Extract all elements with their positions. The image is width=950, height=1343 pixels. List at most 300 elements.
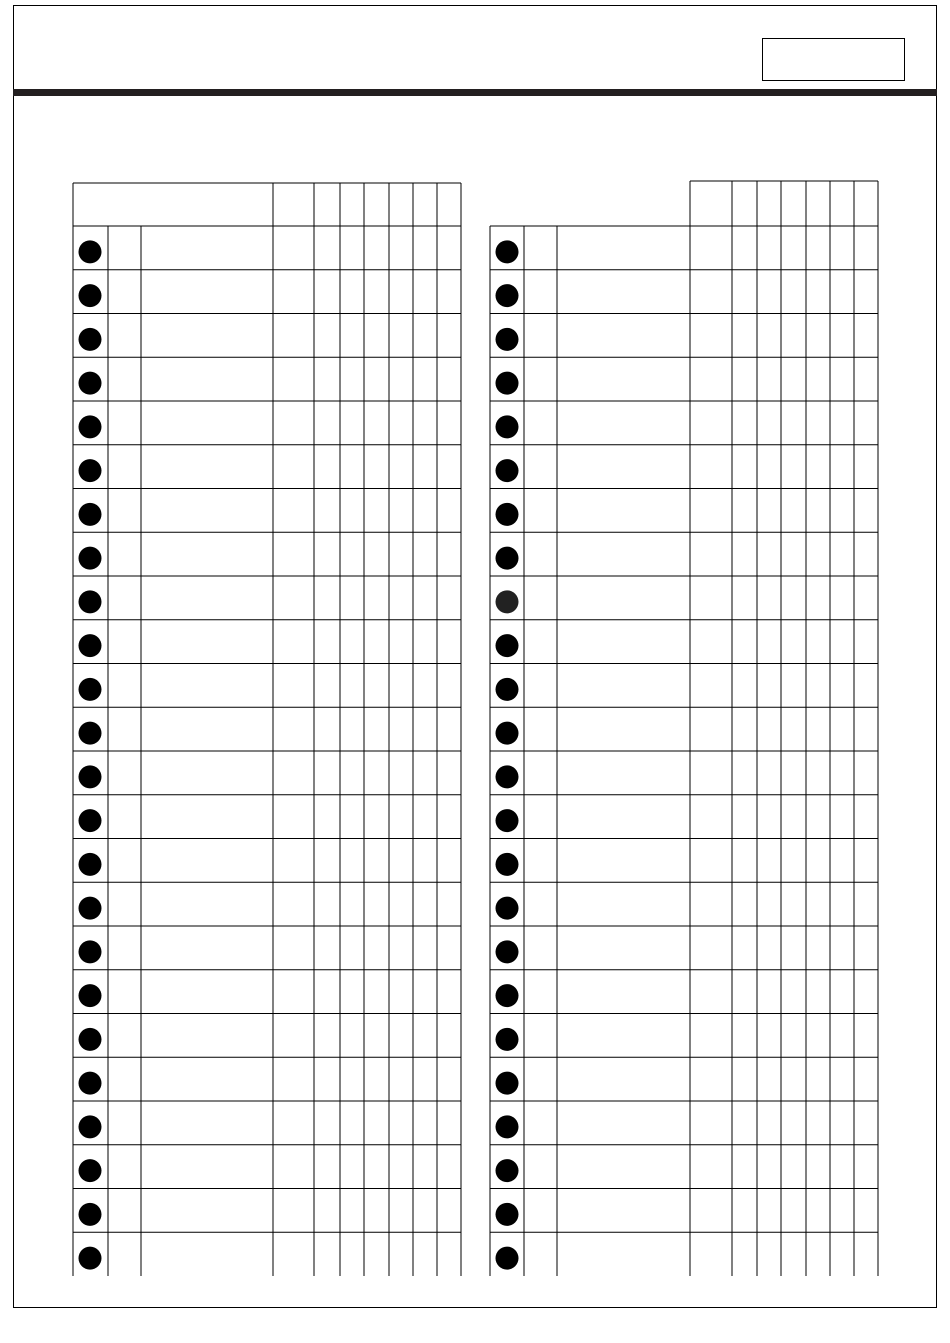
right-answer-cell[interactable] bbox=[757, 270, 781, 314]
left-answer-cell[interactable] bbox=[273, 707, 314, 751]
left-answer-cell[interactable] bbox=[389, 664, 413, 708]
left-answer-cell[interactable] bbox=[364, 489, 389, 533]
left-answer-cell[interactable] bbox=[314, 401, 340, 445]
right-answer-cell[interactable] bbox=[757, 1057, 781, 1101]
left-answer-cell[interactable] bbox=[389, 1189, 413, 1233]
left-answer-cell[interactable] bbox=[364, 1145, 389, 1189]
right-answer-cell[interactable] bbox=[757, 926, 781, 970]
left-answer-cell[interactable] bbox=[273, 882, 314, 926]
right-answer-cell[interactable] bbox=[690, 970, 732, 1014]
left-answer-cell[interactable] bbox=[413, 357, 437, 401]
left-answer-cell[interactable] bbox=[389, 401, 413, 445]
left-answer-cell[interactable] bbox=[314, 576, 340, 620]
left-answer-cell[interactable] bbox=[413, 1014, 437, 1058]
right-answer-cell[interactable] bbox=[757, 839, 781, 883]
left-answer-cell[interactable] bbox=[437, 1101, 461, 1145]
left-answer-cell[interactable] bbox=[340, 445, 364, 489]
left-answer-cell[interactable] bbox=[413, 1232, 437, 1276]
right-answer-cell[interactable] bbox=[781, 839, 806, 883]
left-answer-cell[interactable] bbox=[389, 795, 413, 839]
right-answer-cell[interactable] bbox=[830, 270, 854, 314]
left-answer-cell[interactable] bbox=[413, 270, 437, 314]
right-answer-cell[interactable] bbox=[854, 1232, 878, 1276]
left-answer-cell[interactable] bbox=[314, 489, 340, 533]
left-answer-cell[interactable] bbox=[340, 707, 364, 751]
left-answer-cell[interactable] bbox=[314, 270, 340, 314]
right-answer-cell[interactable] bbox=[854, 795, 878, 839]
right-answer-cell[interactable] bbox=[732, 401, 757, 445]
right-answer-cell[interactable] bbox=[806, 1014, 830, 1058]
left-answer-cell[interactable] bbox=[437, 1189, 461, 1233]
right-answer-cell[interactable] bbox=[781, 1232, 806, 1276]
left-answer-cell[interactable] bbox=[364, 970, 389, 1014]
left-answer-cell[interactable] bbox=[437, 1232, 461, 1276]
left-answer-cell[interactable] bbox=[413, 664, 437, 708]
right-answer-cell[interactable] bbox=[830, 1101, 854, 1145]
right-answer-cell[interactable] bbox=[781, 795, 806, 839]
right-answer-cell[interactable] bbox=[830, 445, 854, 489]
left-answer-cell[interactable] bbox=[364, 532, 389, 576]
right-answer-cell[interactable] bbox=[781, 1057, 806, 1101]
left-answer-cell[interactable] bbox=[389, 707, 413, 751]
right-answer-cell[interactable] bbox=[690, 401, 732, 445]
right-answer-cell[interactable] bbox=[806, 314, 830, 358]
right-answer-cell[interactable] bbox=[806, 489, 830, 533]
right-answer-cell[interactable] bbox=[830, 882, 854, 926]
left-answer-cell[interactable] bbox=[273, 839, 314, 883]
right-answer-cell[interactable] bbox=[781, 1189, 806, 1233]
right-answer-cell[interactable] bbox=[690, 1145, 732, 1189]
left-answer-cell[interactable] bbox=[389, 1145, 413, 1189]
right-answer-cell[interactable] bbox=[781, 1145, 806, 1189]
right-answer-cell[interactable] bbox=[781, 401, 806, 445]
right-answer-cell[interactable] bbox=[732, 707, 757, 751]
right-answer-cell[interactable] bbox=[690, 839, 732, 883]
left-answer-cell[interactable] bbox=[273, 1145, 314, 1189]
right-answer-cell[interactable] bbox=[854, 970, 878, 1014]
left-answer-cell[interactable] bbox=[437, 970, 461, 1014]
right-answer-cell[interactable] bbox=[781, 357, 806, 401]
right-answer-cell[interactable] bbox=[732, 795, 757, 839]
left-answer-cell[interactable] bbox=[413, 707, 437, 751]
left-answer-cell[interactable] bbox=[340, 1189, 364, 1233]
left-answer-cell[interactable] bbox=[364, 1189, 389, 1233]
right-answer-cell[interactable] bbox=[830, 1014, 854, 1058]
left-answer-cell[interactable] bbox=[437, 226, 461, 270]
left-answer-cell[interactable] bbox=[273, 532, 314, 576]
right-answer-cell[interactable] bbox=[690, 1014, 732, 1058]
right-answer-cell[interactable] bbox=[806, 882, 830, 926]
right-answer-cell[interactable] bbox=[757, 1232, 781, 1276]
right-answer-cell[interactable] bbox=[732, 664, 757, 708]
left-answer-cell[interactable] bbox=[273, 620, 314, 664]
right-answer-cell[interactable] bbox=[757, 226, 781, 270]
right-answer-cell[interactable] bbox=[690, 751, 732, 795]
left-answer-cell[interactable] bbox=[437, 445, 461, 489]
left-answer-cell[interactable] bbox=[437, 1014, 461, 1058]
right-answer-cell[interactable] bbox=[781, 751, 806, 795]
left-answer-cell[interactable] bbox=[413, 620, 437, 664]
right-answer-cell[interactable] bbox=[732, 532, 757, 576]
right-answer-cell[interactable] bbox=[854, 620, 878, 664]
left-answer-cell[interactable] bbox=[413, 926, 437, 970]
left-answer-cell[interactable] bbox=[413, 401, 437, 445]
right-answer-cell[interactable] bbox=[830, 926, 854, 970]
left-answer-cell[interactable] bbox=[364, 620, 389, 664]
right-answer-cell[interactable] bbox=[830, 620, 854, 664]
left-answer-cell[interactable] bbox=[437, 401, 461, 445]
left-answer-cell[interactable] bbox=[273, 751, 314, 795]
left-answer-cell[interactable] bbox=[413, 226, 437, 270]
right-answer-cell[interactable] bbox=[757, 751, 781, 795]
right-answer-cell[interactable] bbox=[806, 226, 830, 270]
left-answer-cell[interactable] bbox=[314, 751, 340, 795]
right-answer-cell[interactable] bbox=[781, 445, 806, 489]
left-answer-cell[interactable] bbox=[314, 839, 340, 883]
left-answer-cell[interactable] bbox=[340, 1014, 364, 1058]
right-answer-cell[interactable] bbox=[690, 707, 732, 751]
left-answer-cell[interactable] bbox=[389, 357, 413, 401]
left-answer-cell[interactable] bbox=[340, 882, 364, 926]
left-answer-cell[interactable] bbox=[273, 489, 314, 533]
right-answer-cell[interactable] bbox=[690, 226, 732, 270]
left-answer-cell[interactable] bbox=[273, 1057, 314, 1101]
left-answer-cell[interactable] bbox=[273, 576, 314, 620]
right-answer-cell[interactable] bbox=[806, 445, 830, 489]
left-answer-cell[interactable] bbox=[340, 357, 364, 401]
left-answer-cell[interactable] bbox=[273, 1189, 314, 1233]
right-answer-cell[interactable] bbox=[830, 401, 854, 445]
left-answer-cell[interactable] bbox=[364, 226, 389, 270]
left-answer-cell[interactable] bbox=[340, 926, 364, 970]
left-answer-cell[interactable] bbox=[389, 926, 413, 970]
left-answer-cell[interactable] bbox=[273, 664, 314, 708]
left-answer-cell[interactable] bbox=[364, 707, 389, 751]
right-answer-cell[interactable] bbox=[732, 882, 757, 926]
right-answer-cell[interactable] bbox=[781, 1014, 806, 1058]
left-answer-cell[interactable] bbox=[314, 357, 340, 401]
right-answer-cell[interactable] bbox=[830, 489, 854, 533]
left-answer-cell[interactable] bbox=[340, 401, 364, 445]
right-answer-cell[interactable] bbox=[806, 707, 830, 751]
right-answer-cell[interactable] bbox=[781, 532, 806, 576]
left-answer-cell[interactable] bbox=[273, 926, 314, 970]
right-answer-cell[interactable] bbox=[806, 576, 830, 620]
left-answer-cell[interactable] bbox=[273, 445, 314, 489]
right-answer-cell[interactable] bbox=[732, 839, 757, 883]
left-answer-cell[interactable] bbox=[314, 1014, 340, 1058]
left-answer-cell[interactable] bbox=[340, 489, 364, 533]
right-answer-cell[interactable] bbox=[854, 751, 878, 795]
right-answer-cell[interactable] bbox=[854, 707, 878, 751]
left-answer-cell[interactable] bbox=[437, 314, 461, 358]
left-answer-cell[interactable] bbox=[340, 1232, 364, 1276]
left-answer-cell[interactable] bbox=[413, 1057, 437, 1101]
right-answer-cell[interactable] bbox=[781, 489, 806, 533]
left-answer-cell[interactable] bbox=[340, 270, 364, 314]
right-answer-cell[interactable] bbox=[806, 795, 830, 839]
right-answer-cell[interactable] bbox=[806, 664, 830, 708]
left-answer-cell[interactable] bbox=[413, 576, 437, 620]
left-answer-cell[interactable] bbox=[314, 314, 340, 358]
right-answer-cell[interactable] bbox=[690, 532, 732, 576]
left-answer-cell[interactable] bbox=[273, 314, 314, 358]
right-answer-cell[interactable] bbox=[854, 226, 878, 270]
right-answer-cell[interactable] bbox=[806, 532, 830, 576]
left-answer-cell[interactable] bbox=[364, 839, 389, 883]
left-answer-cell[interactable] bbox=[413, 489, 437, 533]
right-answer-cell[interactable] bbox=[806, 357, 830, 401]
left-answer-cell[interactable] bbox=[364, 270, 389, 314]
right-answer-cell[interactable] bbox=[781, 970, 806, 1014]
right-answer-cell[interactable] bbox=[830, 532, 854, 576]
right-answer-cell[interactable] bbox=[830, 226, 854, 270]
left-answer-cell[interactable] bbox=[389, 1232, 413, 1276]
left-answer-cell[interactable] bbox=[314, 707, 340, 751]
left-answer-cell[interactable] bbox=[273, 357, 314, 401]
left-answer-cell[interactable] bbox=[364, 314, 389, 358]
left-answer-cell[interactable] bbox=[389, 270, 413, 314]
right-answer-cell[interactable] bbox=[854, 357, 878, 401]
left-answer-cell[interactable] bbox=[437, 576, 461, 620]
right-answer-cell[interactable] bbox=[806, 926, 830, 970]
right-answer-cell[interactable] bbox=[757, 314, 781, 358]
left-answer-cell[interactable] bbox=[340, 576, 364, 620]
left-answer-cell[interactable] bbox=[340, 620, 364, 664]
left-answer-cell[interactable] bbox=[314, 970, 340, 1014]
right-answer-cell[interactable] bbox=[732, 620, 757, 664]
left-answer-cell[interactable] bbox=[340, 839, 364, 883]
left-answer-cell[interactable] bbox=[437, 795, 461, 839]
left-answer-cell[interactable] bbox=[340, 1057, 364, 1101]
right-answer-cell[interactable] bbox=[854, 1145, 878, 1189]
left-answer-cell[interactable] bbox=[437, 664, 461, 708]
right-answer-cell[interactable] bbox=[732, 1232, 757, 1276]
left-answer-cell[interactable] bbox=[340, 1145, 364, 1189]
right-answer-cell[interactable] bbox=[830, 839, 854, 883]
right-answer-cell[interactable] bbox=[690, 795, 732, 839]
right-answer-cell[interactable] bbox=[854, 532, 878, 576]
left-answer-cell[interactable] bbox=[364, 1232, 389, 1276]
right-answer-cell[interactable] bbox=[781, 1101, 806, 1145]
left-answer-cell[interactable] bbox=[340, 795, 364, 839]
right-answer-cell[interactable] bbox=[757, 357, 781, 401]
left-answer-cell[interactable] bbox=[364, 576, 389, 620]
left-answer-cell[interactable] bbox=[389, 576, 413, 620]
right-answer-cell[interactable] bbox=[732, 1189, 757, 1233]
right-answer-cell[interactable] bbox=[854, 1101, 878, 1145]
left-answer-cell[interactable] bbox=[389, 970, 413, 1014]
right-answer-cell[interactable] bbox=[690, 489, 732, 533]
right-answer-cell[interactable] bbox=[690, 1189, 732, 1233]
left-answer-cell[interactable] bbox=[314, 1145, 340, 1189]
left-answer-cell[interactable] bbox=[413, 795, 437, 839]
right-answer-cell[interactable] bbox=[854, 664, 878, 708]
left-answer-cell[interactable] bbox=[437, 532, 461, 576]
left-answer-cell[interactable] bbox=[413, 751, 437, 795]
right-answer-cell[interactable] bbox=[732, 926, 757, 970]
left-answer-cell[interactable] bbox=[389, 839, 413, 883]
left-answer-cell[interactable] bbox=[340, 751, 364, 795]
left-answer-cell[interactable] bbox=[364, 445, 389, 489]
right-answer-cell[interactable] bbox=[854, 576, 878, 620]
right-answer-cell[interactable] bbox=[781, 226, 806, 270]
left-answer-cell[interactable] bbox=[437, 489, 461, 533]
right-answer-cell[interactable] bbox=[690, 620, 732, 664]
right-answer-cell[interactable] bbox=[830, 576, 854, 620]
right-answer-cell[interactable] bbox=[830, 1057, 854, 1101]
left-answer-cell[interactable] bbox=[340, 664, 364, 708]
right-answer-cell[interactable] bbox=[806, 1101, 830, 1145]
left-answer-cell[interactable] bbox=[437, 882, 461, 926]
left-answer-cell[interactable] bbox=[314, 1101, 340, 1145]
left-answer-cell[interactable] bbox=[437, 751, 461, 795]
right-answer-cell[interactable] bbox=[854, 1189, 878, 1233]
left-answer-cell[interactable] bbox=[340, 970, 364, 1014]
left-answer-cell[interactable] bbox=[364, 882, 389, 926]
right-answer-cell[interactable] bbox=[690, 314, 732, 358]
left-answer-cell[interactable] bbox=[314, 445, 340, 489]
right-answer-cell[interactable] bbox=[690, 1232, 732, 1276]
right-answer-cell[interactable] bbox=[757, 489, 781, 533]
left-answer-cell[interactable] bbox=[389, 314, 413, 358]
left-answer-cell[interactable] bbox=[314, 926, 340, 970]
left-answer-cell[interactable] bbox=[437, 270, 461, 314]
right-answer-cell[interactable] bbox=[757, 532, 781, 576]
right-answer-cell[interactable] bbox=[806, 1057, 830, 1101]
left-answer-cell[interactable] bbox=[273, 795, 314, 839]
left-answer-cell[interactable] bbox=[314, 795, 340, 839]
right-answer-cell[interactable] bbox=[732, 314, 757, 358]
left-answer-cell[interactable] bbox=[413, 532, 437, 576]
right-answer-cell[interactable] bbox=[757, 707, 781, 751]
left-answer-cell[interactable] bbox=[413, 1145, 437, 1189]
right-answer-cell[interactable] bbox=[690, 882, 732, 926]
right-answer-cell[interactable] bbox=[732, 357, 757, 401]
right-answer-cell[interactable] bbox=[732, 445, 757, 489]
right-answer-cell[interactable] bbox=[690, 270, 732, 314]
right-answer-cell[interactable] bbox=[854, 882, 878, 926]
right-answer-cell[interactable] bbox=[830, 314, 854, 358]
right-answer-cell[interactable] bbox=[806, 1189, 830, 1233]
left-answer-cell[interactable] bbox=[364, 751, 389, 795]
right-answer-cell[interactable] bbox=[781, 707, 806, 751]
right-answer-cell[interactable] bbox=[781, 314, 806, 358]
right-answer-cell[interactable] bbox=[830, 751, 854, 795]
right-answer-cell[interactable] bbox=[757, 401, 781, 445]
left-answer-cell[interactable] bbox=[273, 401, 314, 445]
left-answer-cell[interactable] bbox=[314, 1189, 340, 1233]
right-answer-cell[interactable] bbox=[690, 1057, 732, 1101]
left-answer-cell[interactable] bbox=[314, 1232, 340, 1276]
right-answer-cell[interactable] bbox=[732, 226, 757, 270]
right-answer-cell[interactable] bbox=[806, 839, 830, 883]
right-answer-cell[interactable] bbox=[854, 314, 878, 358]
left-answer-cell[interactable] bbox=[413, 882, 437, 926]
right-answer-cell[interactable] bbox=[806, 270, 830, 314]
right-answer-cell[interactable] bbox=[830, 1232, 854, 1276]
left-answer-cell[interactable] bbox=[364, 401, 389, 445]
right-answer-cell[interactable] bbox=[781, 882, 806, 926]
left-answer-cell[interactable] bbox=[437, 1057, 461, 1101]
right-answer-cell[interactable] bbox=[806, 751, 830, 795]
left-answer-cell[interactable] bbox=[389, 1101, 413, 1145]
left-answer-cell[interactable] bbox=[273, 270, 314, 314]
right-answer-cell[interactable] bbox=[854, 1014, 878, 1058]
right-answer-cell[interactable] bbox=[806, 1232, 830, 1276]
right-answer-cell[interactable] bbox=[732, 489, 757, 533]
left-answer-cell[interactable] bbox=[273, 970, 314, 1014]
right-answer-cell[interactable] bbox=[781, 926, 806, 970]
right-answer-cell[interactable] bbox=[806, 970, 830, 1014]
left-answer-cell[interactable] bbox=[314, 1057, 340, 1101]
right-answer-cell[interactable] bbox=[830, 357, 854, 401]
left-answer-cell[interactable] bbox=[273, 1232, 314, 1276]
left-answer-cell[interactable] bbox=[437, 839, 461, 883]
right-answer-cell[interactable] bbox=[690, 926, 732, 970]
left-answer-cell[interactable] bbox=[340, 226, 364, 270]
left-answer-cell[interactable] bbox=[413, 314, 437, 358]
right-answer-cell[interactable] bbox=[806, 1145, 830, 1189]
left-answer-cell[interactable] bbox=[413, 445, 437, 489]
left-answer-cell[interactable] bbox=[389, 1014, 413, 1058]
left-answer-cell[interactable] bbox=[340, 1101, 364, 1145]
left-answer-cell[interactable] bbox=[413, 1101, 437, 1145]
right-answer-cell[interactable] bbox=[830, 1189, 854, 1233]
left-answer-cell[interactable] bbox=[413, 970, 437, 1014]
right-answer-cell[interactable] bbox=[830, 970, 854, 1014]
right-answer-cell[interactable] bbox=[757, 1014, 781, 1058]
right-answer-cell[interactable] bbox=[830, 795, 854, 839]
right-answer-cell[interactable] bbox=[757, 1189, 781, 1233]
right-answer-cell[interactable] bbox=[757, 576, 781, 620]
right-answer-cell[interactable] bbox=[781, 270, 806, 314]
right-answer-cell[interactable] bbox=[757, 620, 781, 664]
right-answer-cell[interactable] bbox=[854, 489, 878, 533]
right-answer-cell[interactable] bbox=[854, 445, 878, 489]
left-answer-cell[interactable] bbox=[389, 532, 413, 576]
left-answer-cell[interactable] bbox=[413, 1189, 437, 1233]
right-answer-cell[interactable] bbox=[690, 576, 732, 620]
left-answer-cell[interactable] bbox=[389, 620, 413, 664]
right-answer-cell[interactable] bbox=[732, 1014, 757, 1058]
right-answer-cell[interactable] bbox=[854, 839, 878, 883]
right-answer-cell[interactable] bbox=[806, 620, 830, 664]
left-answer-cell[interactable] bbox=[273, 226, 314, 270]
left-answer-cell[interactable] bbox=[389, 489, 413, 533]
left-answer-cell[interactable] bbox=[389, 1057, 413, 1101]
left-answer-cell[interactable] bbox=[437, 357, 461, 401]
right-answer-cell[interactable] bbox=[806, 401, 830, 445]
left-answer-cell[interactable] bbox=[437, 926, 461, 970]
left-answer-cell[interactable] bbox=[437, 1145, 461, 1189]
right-answer-cell[interactable] bbox=[732, 1145, 757, 1189]
right-answer-cell[interactable] bbox=[732, 270, 757, 314]
left-answer-cell[interactable] bbox=[364, 357, 389, 401]
right-answer-cell[interactable] bbox=[781, 620, 806, 664]
right-answer-cell[interactable] bbox=[690, 1101, 732, 1145]
right-answer-cell[interactable] bbox=[732, 751, 757, 795]
left-answer-cell[interactable] bbox=[364, 1101, 389, 1145]
right-answer-cell[interactable] bbox=[854, 926, 878, 970]
right-answer-cell[interactable] bbox=[757, 445, 781, 489]
left-answer-cell[interactable] bbox=[389, 751, 413, 795]
right-answer-cell[interactable] bbox=[854, 1057, 878, 1101]
right-answer-cell[interactable] bbox=[781, 664, 806, 708]
left-answer-cell[interactable] bbox=[413, 839, 437, 883]
left-answer-cell[interactable] bbox=[437, 620, 461, 664]
left-answer-cell[interactable] bbox=[364, 1057, 389, 1101]
